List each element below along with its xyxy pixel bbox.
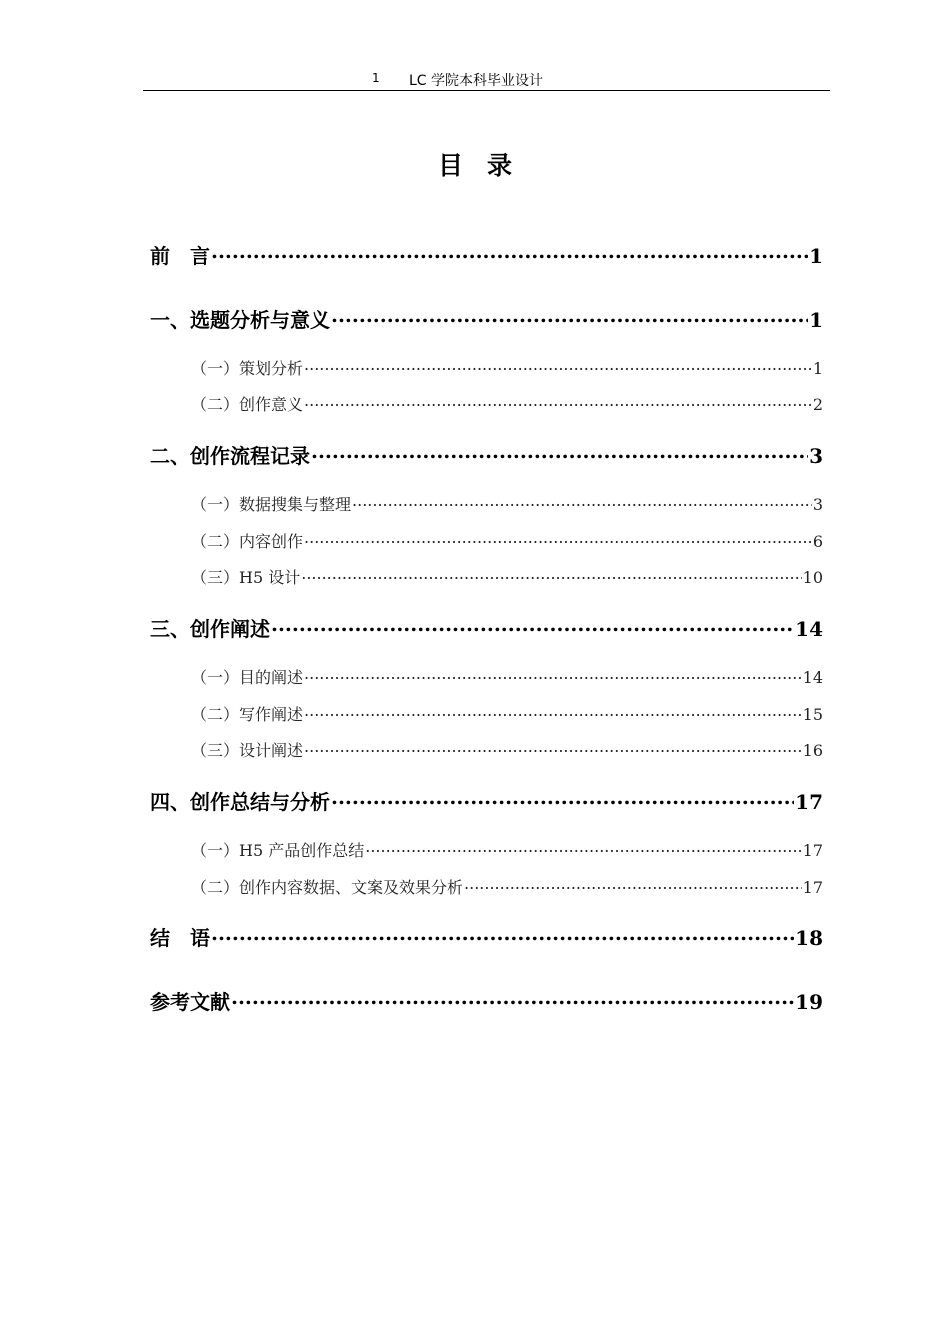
toc-entry-chapter-3[interactable] — [150, 613, 823, 642]
toc-entry-2-2[interactable] — [191, 529, 823, 552]
toc-entry-1-1[interactable] — [191, 356, 823, 379]
toc-leader-dots — [464, 877, 802, 893]
toc-leader-dots — [365, 840, 801, 856]
toc-entry-page: 10 — [802, 568, 823, 587]
toc-entry-page: 19 — [795, 990, 823, 1014]
toc-entry-page: 14 — [795, 617, 823, 641]
toc-entry-page: 2 — [812, 395, 823, 414]
toc-entry-label: 四、创作总结与分析 — [150, 790, 330, 814]
toc-entry-page: 1 — [812, 359, 823, 378]
toc-entry-label: 一、选题分析与意义 — [150, 308, 330, 332]
toc-entry-1-2[interactable] — [191, 392, 823, 415]
toc-entry-page: 15 — [802, 705, 823, 724]
toc-entry-label: （一）目的阐述 — [191, 668, 304, 687]
toc-entry-label: （一）H5 产品创作总结 — [191, 841, 365, 860]
toc-leader-dots — [304, 704, 802, 720]
toc-entry-references[interactable] — [150, 986, 823, 1015]
toc-leader-dots — [352, 494, 812, 510]
toc-leader-dots — [304, 667, 802, 683]
toc-entry-page: 6 — [812, 532, 823, 551]
toc-entry-label: （二）创作意义 — [191, 395, 304, 414]
toc-entry-page: 1 — [809, 244, 823, 268]
header-page-number: 1 — [372, 71, 380, 85]
toc-leader-dots — [304, 394, 812, 410]
toc-entry-2-1[interactable] — [191, 492, 823, 515]
toc-entry-chapter-4[interactable] — [150, 786, 823, 815]
toc-entry-page: 3 — [809, 444, 823, 468]
toc-entry-4-2[interactable] — [191, 875, 823, 898]
toc-entry-label: （三）H5 设计 — [191, 568, 301, 587]
toc-entry-label: 前 言 — [150, 244, 210, 268]
toc-entry-page: 3 — [812, 495, 823, 514]
toc-entry-label: （一）数据搜集与整理 — [191, 495, 352, 514]
toc-leader-dots — [304, 531, 812, 547]
toc-entry-4-1[interactable] — [191, 838, 823, 861]
toc-leader-dots — [231, 989, 794, 1009]
toc-leader-dots — [331, 789, 794, 809]
toc-entry-label: （二）写作阐述 — [191, 705, 304, 724]
toc-entry-label: 三、创作阐述 — [150, 617, 270, 641]
toc-leader-dots — [301, 567, 801, 583]
toc-entry-page: 18 — [795, 926, 823, 950]
toc-entry-page: 16 — [802, 741, 823, 760]
toc-leader-dots — [311, 443, 808, 463]
toc-entry-label: 结 语 — [150, 926, 210, 950]
toc-entry-page: 17 — [802, 878, 823, 897]
toc-entry-chapter-2[interactable] — [150, 440, 823, 469]
toc-entry-2-3[interactable] — [191, 565, 823, 588]
toc-leader-dots — [304, 740, 802, 756]
toc-entry-page: 17 — [802, 841, 823, 860]
toc-entry-chapter-1[interactable] — [150, 304, 823, 333]
toc-entry-label: （一）策划分析 — [191, 359, 304, 378]
toc-entry-label: （三）设计阐述 — [191, 741, 304, 760]
toc-entry-page: 17 — [795, 790, 823, 814]
toc-entry-3-2[interactable] — [191, 702, 823, 725]
toc-entry-preface[interactable] — [150, 240, 823, 269]
toc-leader-dots — [331, 307, 808, 327]
toc-leader-dots — [271, 616, 794, 636]
toc-entry-label: （二）创作内容数据、文案及效果分析 — [191, 878, 464, 897]
toc-leader-dots — [211, 925, 794, 945]
toc-entry-label: 二、创作流程记录 — [150, 444, 310, 468]
toc-entry-label: 参考文献 — [150, 990, 230, 1014]
toc-title: 目录 — [437, 151, 536, 180]
toc-entry-page: 14 — [802, 668, 823, 687]
toc-entry-3-1[interactable] — [191, 665, 823, 688]
page-header — [143, 68, 830, 91]
toc-entry-conclusion[interactable] — [150, 922, 823, 951]
header-title: LC 学院本科毕业设计 — [409, 73, 544, 89]
toc-entry-3-3[interactable] — [191, 738, 823, 761]
toc-leader-dots — [211, 243, 808, 263]
toc-leader-dots — [304, 358, 812, 374]
toc-entry-label: （二）内容创作 — [191, 532, 304, 551]
toc-entry-page: 1 — [809, 308, 823, 332]
